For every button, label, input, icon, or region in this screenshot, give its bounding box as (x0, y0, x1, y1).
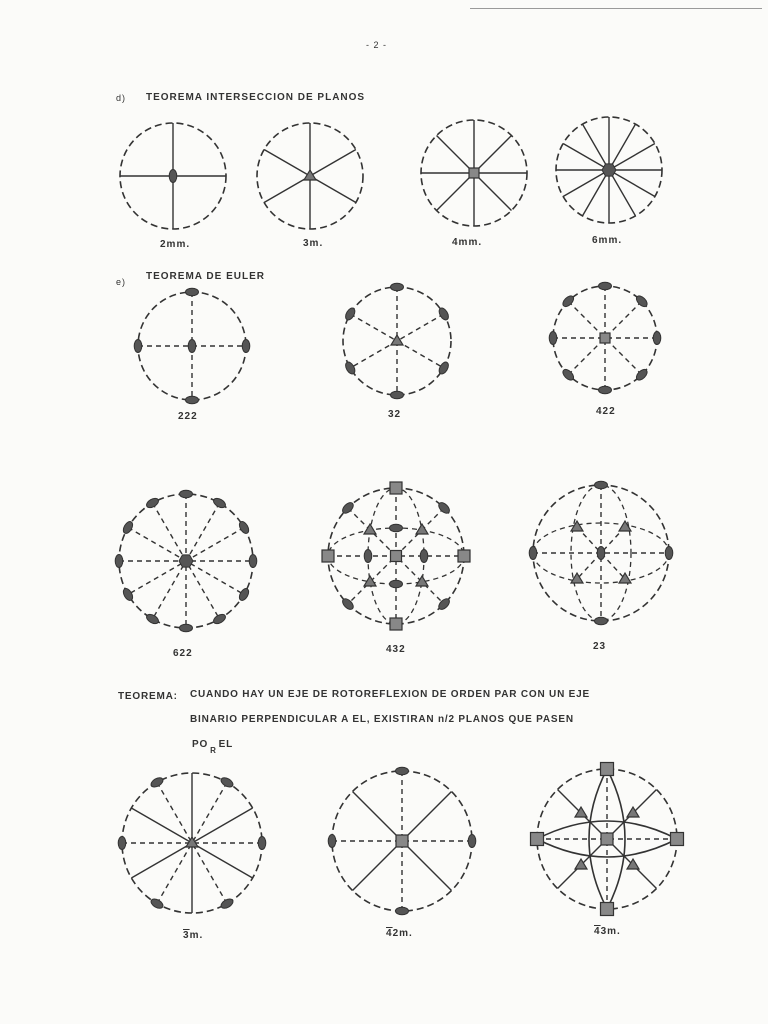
axis-622-rim-0 (249, 555, 257, 568)
axis-432-sq-e (458, 550, 470, 562)
axis-222-rim-2 (134, 340, 142, 353)
caption-4bar-3m-overline: 4 (594, 926, 601, 937)
axis-3barm-rim-5 (219, 776, 234, 789)
axis-4bar3m-sq-w (531, 833, 544, 846)
axis-622-rim-10 (212, 496, 227, 509)
axis-432-oval-in-0 (390, 524, 403, 532)
axis-4bar2m-rim-2 (328, 835, 336, 848)
axis-222-rim-0 (242, 340, 250, 353)
section-d-marker: d) (116, 93, 127, 103)
section-d-title: TEOREMA INTERSECCION DE PLANOS (146, 92, 366, 103)
axis-622-rim-6 (115, 555, 123, 568)
axis-4bar3m-sq-s (601, 903, 614, 916)
axis-222-rim-3 (186, 288, 199, 296)
axis-622-rim-5 (121, 587, 134, 602)
axis-4mm-center (469, 168, 479, 178)
axis-432-oval-in-1 (390, 580, 403, 588)
axis-622-rim-9 (180, 490, 193, 498)
caption-3bar-m-rest: m. (189, 930, 204, 941)
axis-432-sq-w (322, 550, 334, 562)
axis-4bar2m-rim-0 (468, 835, 476, 848)
axis-32-rim-0 (437, 360, 450, 375)
axis-4bar2m-center (396, 835, 408, 847)
axis-432-oval-in-2 (364, 550, 372, 563)
axis-622-center (179, 555, 193, 567)
axis-3barm-rim-4 (149, 776, 164, 789)
axis-32-rim-1 (391, 391, 404, 399)
axis-23-center (597, 547, 605, 560)
axis-23-rim-s (595, 617, 608, 625)
caption-222: 222 (178, 411, 198, 422)
caption-622: 622 (173, 648, 193, 659)
axis-4bar3m-center (601, 833, 613, 845)
axis-3barm-center (186, 837, 198, 847)
theorem-line-2: BINARIO PERPENDICULAR A EL, EXISTIRAN n/2 PLANOS QUE PASEN (190, 714, 574, 725)
axis-3barm-rim-3 (118, 837, 126, 850)
axis-4bar2m-rim-3 (396, 767, 409, 775)
axis-432-center (391, 551, 402, 562)
axis-422-rim-6 (599, 282, 612, 290)
axis-4bar3m-sq-n (601, 763, 614, 776)
axis-3barm-rim-1 (219, 897, 234, 910)
axis-622-rim-2 (212, 612, 227, 625)
caption-4mm: 4mm. (452, 237, 483, 248)
caption-23: 23 (593, 641, 607, 652)
axis-32-rim-5 (437, 306, 450, 321)
caption-32: 32 (388, 409, 402, 420)
theorem-line-3-sub: R (210, 746, 217, 755)
axis-4bar3m-sq-e (671, 833, 684, 846)
axis-432-sq-n (390, 482, 402, 494)
section-e-title: TEOREMA DE EULER (146, 271, 265, 282)
axis-422-center (600, 333, 610, 343)
axis-3barm-rim-2 (149, 897, 164, 910)
axis-432-oval-in-3 (420, 550, 428, 563)
axis-432-tri-1 (416, 524, 428, 534)
caption-422: 422 (596, 406, 616, 417)
axis-622-rim-3 (180, 624, 193, 632)
axis-23-tri-1 (619, 521, 631, 531)
axis-32-rim-3 (344, 306, 357, 321)
theorem-line-3-a: PO (192, 739, 209, 750)
section-e-marker: e) (116, 277, 127, 287)
axis-6mm-center (602, 164, 616, 176)
axis-422-rim-2 (599, 386, 612, 394)
axis-23-rim-n (595, 481, 608, 489)
axis-622-rim-8 (145, 496, 160, 509)
axis-622-rim-11 (237, 520, 250, 535)
axis-422-rim-4 (549, 332, 557, 345)
axis-4bar2m-rim-1 (396, 907, 409, 915)
axis-222-center (188, 340, 196, 353)
theorem-line-3-b: EL (218, 739, 234, 750)
axis-32-center (391, 335, 403, 345)
caption-2mm: 2mm. (160, 239, 191, 250)
theorem-label: TEOREMA: (118, 691, 178, 702)
caption-6mm: 6mm. (592, 235, 623, 246)
caption-3bar-m-overline: 3 (183, 930, 190, 941)
axis-222-rim-1 (186, 396, 199, 404)
axis-32-rim-2 (344, 360, 357, 375)
axis-32-rim-4 (391, 283, 404, 291)
caption-4bar-3m-rest: 3m. (600, 926, 621, 937)
axis-2mm-center (169, 170, 177, 183)
axis-622-rim-7 (121, 520, 134, 535)
axis-3barm-rim-0 (258, 837, 266, 850)
caption-432: 432 (386, 644, 406, 655)
axis-23-rim-w (529, 547, 537, 560)
axis-622-rim-4 (145, 612, 160, 625)
page-number: - 2 - (366, 40, 388, 50)
caption-3m: 3m. (303, 238, 324, 249)
axis-422-rim-0 (653, 332, 661, 345)
axis-432-tri-0 (364, 524, 376, 534)
axis-622-rim-1 (237, 587, 250, 602)
axis-23-rim-e (665, 547, 673, 560)
theorem-line-1: CUANDO HAY UN EJE DE ROTOREFLEXION DE ORDEN PAR CON UN EJE (190, 689, 590, 700)
caption-4bar-2m-overline: 4 (386, 928, 393, 939)
caption-4bar-2m-rest: 2m. (392, 928, 413, 939)
axis-3m-center (304, 170, 316, 180)
axis-432-sq-s (390, 618, 402, 630)
